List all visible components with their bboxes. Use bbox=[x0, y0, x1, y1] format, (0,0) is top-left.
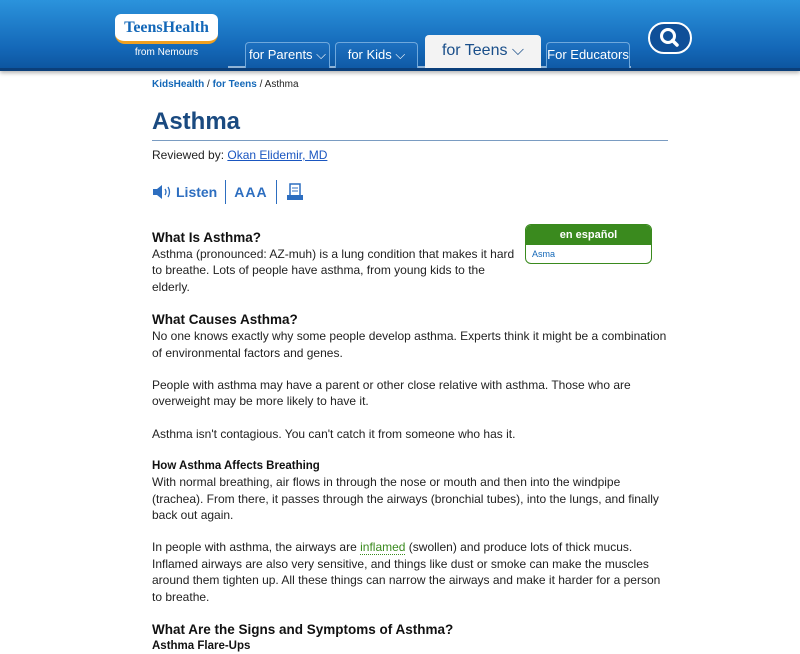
breadcrumb-current: Asthma bbox=[264, 79, 299, 90]
speaker-icon bbox=[152, 183, 174, 201]
listen-label: Listen bbox=[176, 184, 218, 200]
reviewed-by bbox=[152, 148, 327, 162]
breadcrumb-sep: / bbox=[256, 79, 265, 90]
subsection-heading: How Asthma Affects Breathing bbox=[152, 460, 320, 473]
tab-for-kids[interactable]: for Kids ⌵ bbox=[335, 42, 418, 68]
inflamed-link[interactable]: inflamed bbox=[360, 540, 406, 555]
section-heading: What Is Asthma? bbox=[152, 230, 262, 245]
spanish-heading: en español bbox=[526, 225, 651, 245]
article-tools bbox=[152, 180, 305, 204]
search-button[interactable] bbox=[648, 22, 692, 54]
tab-for-educators[interactable]: For Educators bbox=[546, 42, 630, 68]
logo-text: TeensHealth bbox=[115, 14, 218, 44]
paragraph: People with asthma may have a parent or other close relative with asthma. Those who are overweight may be more likely to have it. bbox=[152, 378, 631, 409]
breadcrumb-sep: / bbox=[204, 79, 213, 90]
search-icon bbox=[650, 24, 690, 52]
subsection-heading: Asthma Flare-Ups bbox=[152, 640, 251, 653]
text: (swollen) and produce lots of thick mucus. Inflamed airways are also very sensitive, and things like dust or smoke can make the muscles around them tighten up. All these things can narrow the airways and make it harder for a person to breathe. bbox=[152, 540, 661, 604]
paragraph bbox=[152, 539, 672, 605]
site-header bbox=[0, 0, 800, 71]
breadcrumb-kidshealth[interactable]: KidsHealth bbox=[152, 79, 205, 90]
spanish-link[interactable]: Asma bbox=[532, 249, 556, 259]
section-what-is bbox=[152, 229, 517, 295]
print-icon[interactable] bbox=[285, 182, 305, 202]
paragraph: With normal breathing, air flows in through the nose or mouth and then into the windpipe (trachea). From there, it passes through the airways (bronchial tubes), into the lungs, and finally back out again. bbox=[152, 475, 659, 523]
section-symptoms bbox=[152, 621, 672, 654]
text-size-button[interactable]: AAA bbox=[234, 184, 268, 200]
tab-for-teens[interactable]: for Teens ⌵ bbox=[425, 35, 541, 68]
page-title: Asthma bbox=[152, 108, 241, 135]
text: In people with asthma, the airways are bbox=[152, 540, 361, 555]
paragraph: No one knows exactly why some people develop asthma. Experts think it might be a combination of environmental factors and genes. bbox=[152, 329, 667, 360]
article-body bbox=[152, 229, 672, 654]
section-heading: What Causes Asthma? bbox=[152, 312, 298, 328]
tool-separator bbox=[276, 180, 277, 204]
tab-for-parents[interactable]: for Parents ⌵ bbox=[245, 42, 330, 68]
tool-separator bbox=[225, 180, 226, 204]
breadcrumb bbox=[152, 79, 299, 90]
title-divider bbox=[152, 140, 668, 141]
reviewed-label: Reviewed by: bbox=[152, 148, 228, 162]
paragraph: Asthma (pronounced: AZ-muh) is a lung condition that makes it hard to breathe. Lots of people have asthma, from young kids to the elderly. bbox=[152, 247, 515, 294]
section-heading: What Are the Signs and Symptoms of Asthma? bbox=[152, 622, 454, 638]
breadcrumb-for-teens[interactable]: for Teens bbox=[212, 79, 257, 90]
logo-subtitle: from Nemours bbox=[134, 47, 199, 58]
listen-button[interactable] bbox=[152, 183, 217, 201]
section-causes bbox=[152, 311, 672, 442]
paragraph: Asthma isn't contagious. You can't catch it from someone who has it. bbox=[152, 426, 516, 441]
section-breathing bbox=[152, 458, 672, 605]
reviewer-link[interactable]: Okan Elidemir, MD bbox=[227, 148, 328, 162]
teenshealth-logo[interactable] bbox=[115, 14, 218, 60]
